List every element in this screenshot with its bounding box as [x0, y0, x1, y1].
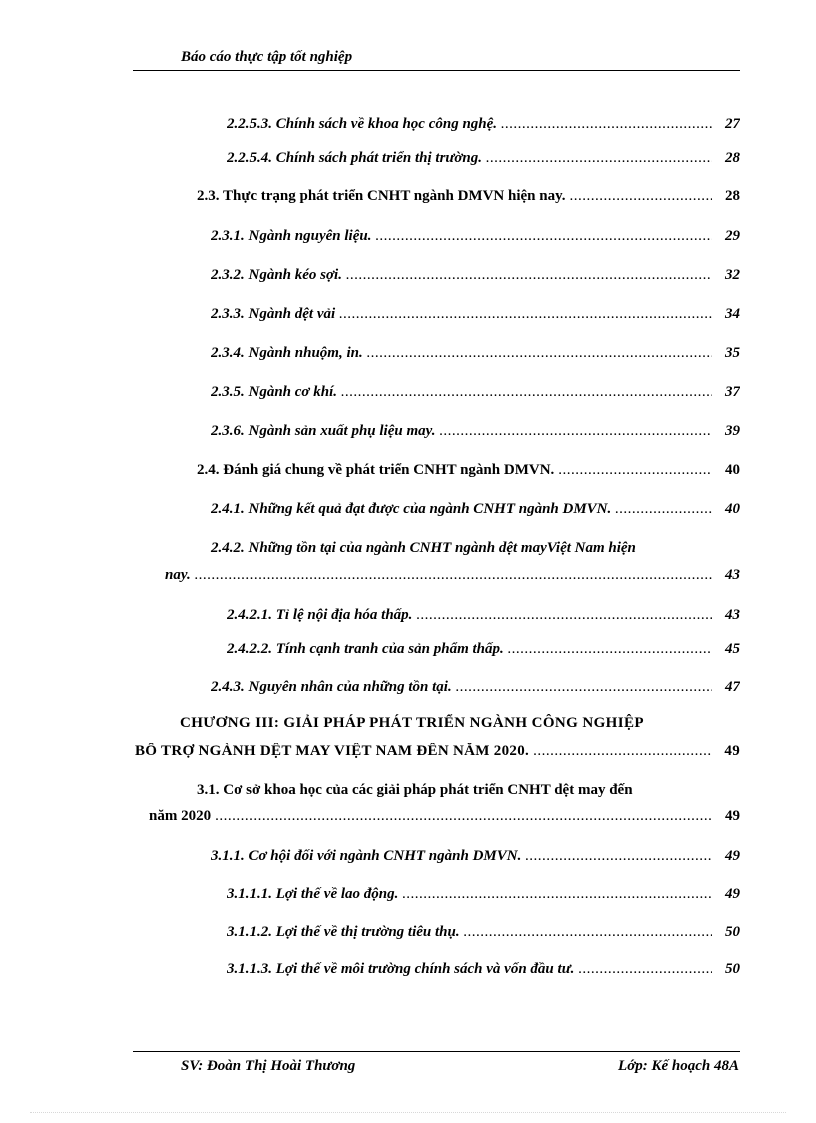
- toc-entry-label: năm 2020: [149, 808, 212, 824]
- toc-entry-label: 2.4.2.2. Tính cạnh tranh của sản phẩm thấp.: [227, 641, 504, 657]
- toc-entry: [211, 228, 740, 245]
- toc-entry-page: 39: [725, 423, 740, 439]
- toc-entry: [211, 501, 740, 518]
- toc-entry: [135, 743, 740, 760]
- toc-entry-page: 49: [724, 743, 740, 759]
- toc-leader: [367, 345, 712, 362]
- toc-entry-label: nay.: [165, 567, 191, 583]
- toc-leader: [570, 188, 712, 205]
- toc-entry-label-first-line: 2.4.2. Những tồn tại của ngành CNHT ngành dệt mayViệt Nam hiện: [211, 540, 636, 556]
- toc-entry-page: 34: [725, 306, 740, 322]
- toc-entry-page: 40: [725, 462, 740, 478]
- toc-entry-page: 28: [725, 188, 740, 204]
- toc-entry: [227, 116, 740, 133]
- toc-leader: [615, 501, 712, 518]
- toc-entry-label: 2.2.5.4. Chính sách phát triển thị trường.: [227, 150, 483, 166]
- toc-leader: [402, 886, 712, 903]
- toc-leader: [375, 228, 712, 245]
- toc-entry-label: 2.3. Thực trạng phát triển CNHT ngành DMVN hiện nay.: [197, 188, 566, 204]
- toc-leader: [339, 306, 712, 323]
- header-title: Báo cáo thực tập tốt nghiệp: [181, 49, 353, 65]
- toc-leader: [440, 423, 713, 440]
- toc-entry-page: 50: [725, 961, 740, 977]
- toc-entry-label: 3.1.1.2. Lợi thế về thị trường tiêu thụ.: [227, 924, 460, 940]
- toc-entry-label-first-line: 3.1. Cơ sở khoa học của các giải pháp phát triển CNHT dệt may đến: [197, 782, 633, 798]
- toc-entry: [197, 188, 740, 205]
- toc-leader: [486, 150, 712, 167]
- toc-entry: [227, 607, 740, 624]
- toc-entry-page: 37: [725, 384, 740, 400]
- toc-entry-page: 35: [725, 345, 740, 361]
- toc-entry-label: 2.4.1. Những kết quả đạt được của ngành CNHT ngành DMVN.: [211, 501, 612, 517]
- toc-leader: [578, 961, 712, 978]
- toc-entry: [211, 267, 740, 284]
- toc-entry-label: 2.3.5. Ngành cơ khí.: [211, 384, 337, 400]
- footer-student-name: SV: Đoàn Thị Hoài Thương: [181, 1058, 356, 1074]
- toc-leader: [464, 924, 712, 941]
- toc-entry-page: 27: [725, 116, 740, 132]
- toc-entry-label: 3.1.1.1. Lợi thế về lao động.: [227, 886, 399, 902]
- toc-entry-label: 2.3.2. Ngành kéo sợi.: [211, 267, 342, 283]
- toc-entry-page: 43: [725, 567, 740, 583]
- toc-leader: [195, 567, 712, 584]
- toc-entry-label: BỔ TRỢ NGÀNH DỆT MAY VIỆT NAM ĐẾN NĂM 2020.: [135, 743, 530, 759]
- toc-entry: [211, 345, 740, 362]
- toc-entry-page: 50: [725, 924, 740, 940]
- toc-entry: [149, 808, 740, 825]
- toc-entry-label: 3.1.1.3. Lợi thế về môi trường chính sách và vốn đầu tư.: [227, 961, 575, 977]
- toc-entry-page: 43: [725, 607, 740, 623]
- toc-entry: [227, 924, 740, 941]
- chapter-heading-first-line: CHƯƠNG III: GIẢI PHÁP PHÁT TRIỂN NGÀNH CÔNG NGHIỆP: [180, 715, 644, 731]
- toc-entry-label: 2.3.4. Ngành nhuộm, in.: [211, 345, 363, 361]
- toc-entry: [211, 848, 740, 865]
- toc-entry: [165, 567, 740, 584]
- toc-entry-page: 32: [725, 267, 740, 283]
- toc-leader: [558, 462, 712, 479]
- toc-entry-label: 3.1.1. Cơ hội đối với ngành CNHT ngành DMVN.: [211, 848, 522, 864]
- toc-entry-label: 2.3.3. Ngành dệt vải: [211, 306, 336, 322]
- toc-entry-label: 2.4.3. Nguyên nhân của những tồn tại.: [211, 679, 452, 695]
- toc-entry: [211, 423, 740, 440]
- toc-entry: [227, 961, 740, 978]
- toc-entry: [227, 150, 740, 167]
- toc-leader: [525, 848, 712, 865]
- toc-entry-label: 2.3.6. Ngành sản xuất phụ liệu may.: [211, 423, 436, 439]
- toc-entry-label: 2.4. Đánh giá chung về phát triển CNHT ngành DMVN.: [197, 462, 555, 478]
- toc-entry-page: 45: [725, 641, 740, 657]
- toc-entry-label: 2.2.5.3. Chính sách về khoa học công nghệ.: [227, 116, 498, 132]
- footer-rule: [133, 1051, 740, 1052]
- toc-leader: [341, 384, 712, 401]
- toc-entry: [211, 384, 740, 401]
- toc-entry-label: 2.4.2.1. Tỉ lệ nội địa hóa thấp.: [227, 607, 413, 623]
- toc-entry-page: 47: [725, 679, 740, 695]
- toc-entry: [211, 306, 740, 323]
- footer-class: Lớp: Kế hoạch 48A: [618, 1058, 739, 1074]
- toc-entry-page: 49: [725, 848, 740, 864]
- toc-leader: [508, 641, 712, 658]
- toc-entry-page: 28: [725, 150, 740, 166]
- toc-leader: [456, 679, 712, 696]
- toc-entry-page: 40: [725, 501, 740, 517]
- toc-entry-page: 29: [725, 228, 740, 244]
- toc-leader: [346, 267, 712, 284]
- toc-leader: [533, 743, 712, 760]
- toc-entry-page: 49: [725, 886, 740, 902]
- toc-leader: [416, 607, 712, 624]
- toc-entry-label: 2.3.1. Ngành nguyên liệu.: [211, 228, 372, 244]
- toc-entry: [211, 679, 740, 696]
- toc-entry: [227, 641, 740, 658]
- toc-entry: [197, 462, 740, 479]
- toc-entry-page: 49: [725, 808, 740, 824]
- toc-leader: [501, 116, 712, 133]
- page-edge-divider: [30, 1112, 786, 1113]
- toc-leader: [215, 808, 712, 825]
- toc-entry: [227, 886, 740, 903]
